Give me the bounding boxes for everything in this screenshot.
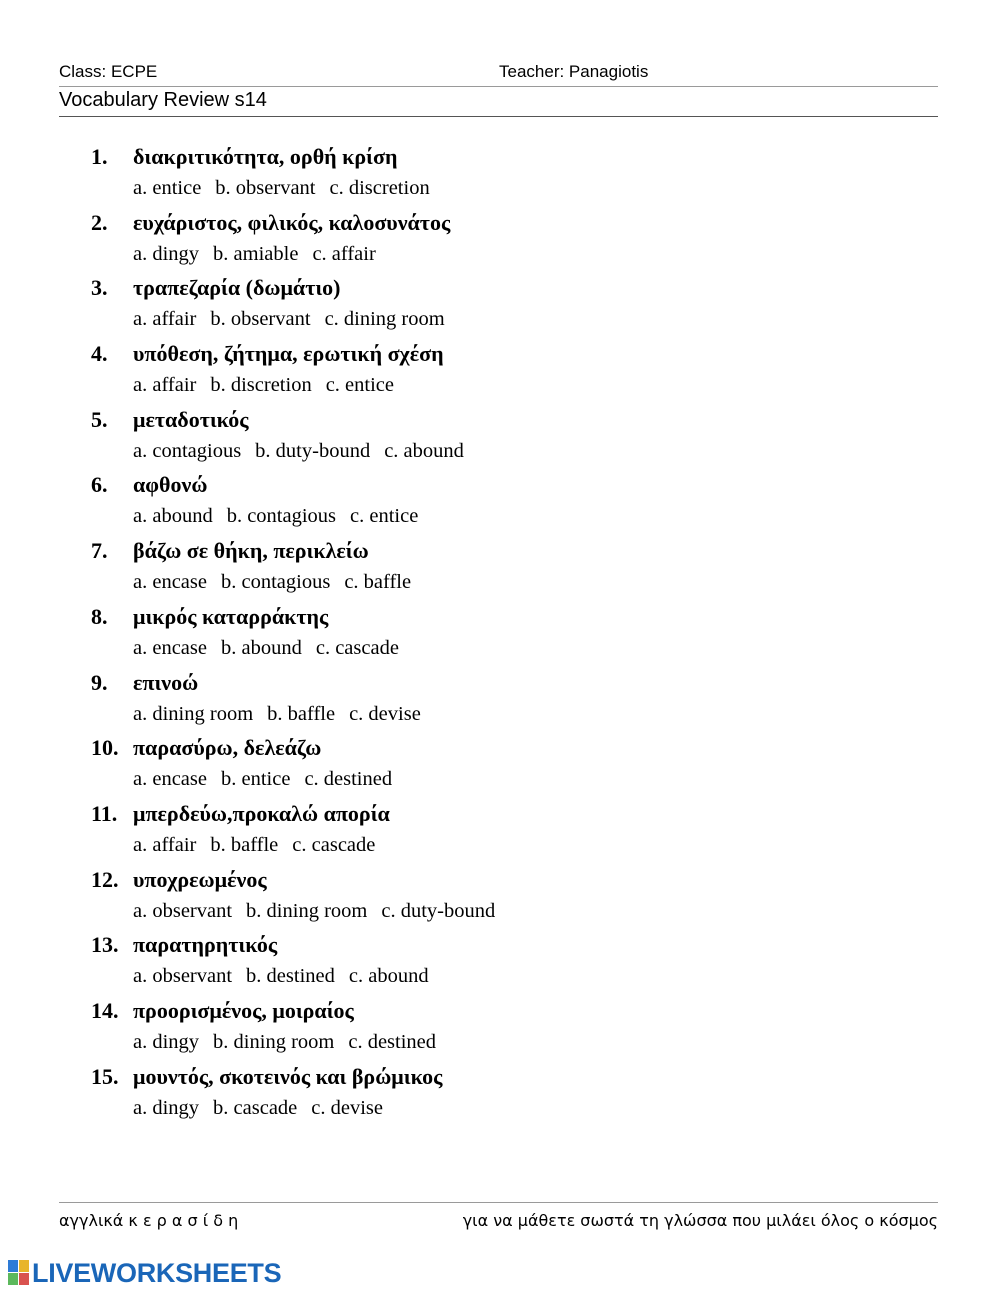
page-title: Vocabulary Review s14 — [59, 89, 938, 117]
question-number: 10. — [91, 735, 119, 761]
answer-option[interactable]: b. destined — [246, 965, 335, 988]
footer-right-text: για να μάθετε σωστά τη γλώσσα που μιλάει όλος ο κόσμος — [462, 1211, 938, 1230]
answer-option[interactable]: a. dingy — [133, 1096, 200, 1119]
answer-option[interactable]: a. dingy — [133, 1030, 200, 1053]
question-item — [0, 140, 1000, 206]
question-number: 13. — [91, 932, 119, 958]
answer-option[interactable]: b. duty-bound — [255, 439, 371, 462]
question-item — [0, 600, 1000, 666]
question-number: 8. — [91, 603, 108, 629]
liveworksheets-icon — [8, 1260, 30, 1286]
answer-options — [133, 308, 459, 331]
answer-option[interactable]: b. observant — [210, 308, 311, 331]
question-prompt: μικρός καταρράκτης — [133, 603, 329, 629]
footer-left-text: αγγλικά κ ε ρ α σ ί δ η — [59, 1211, 239, 1230]
answer-options — [133, 505, 432, 528]
answer-option[interactable]: b. baffle — [210, 833, 279, 856]
answer-option[interactable]: c. baffle — [344, 571, 412, 594]
question-prompt: μουντός, σκοτεινός και βρώμικος — [133, 1063, 443, 1089]
question-item — [0, 534, 1000, 600]
class-label: Class: ECPE — [59, 62, 158, 81]
answer-option[interactable]: c. entice — [325, 374, 394, 397]
question-prompt: παρασύρω, δελεάζω — [133, 735, 322, 761]
liveworksheets-logo[interactable] — [8, 1258, 281, 1288]
answer-option[interactable]: a. observant — [133, 899, 233, 922]
answer-options — [133, 177, 444, 200]
answer-option[interactable]: c. abound — [348, 965, 429, 988]
question-prompt: παρατηρητικός — [133, 932, 278, 958]
question-item — [0, 337, 1000, 403]
answer-option[interactable]: a. abound — [133, 505, 213, 528]
question-item — [0, 1060, 1000, 1126]
answer-option[interactable]: c. entice — [350, 505, 419, 528]
worksheet-header — [59, 62, 938, 87]
answer-option[interactable]: c. cascade — [315, 636, 399, 659]
answer-option[interactable]: b. contagious — [220, 571, 331, 594]
question-prompt: ευχάριστος, φιλικός, καλοσυνάτος — [133, 209, 451, 235]
question-prompt: τραπεζαρία (δωμάτιο) — [133, 275, 341, 301]
question-prompt: υπόθεση, ζήτημα, ερωτική σχέση — [133, 341, 444, 367]
answer-option[interactable]: c. duty-bound — [381, 899, 496, 922]
answer-option[interactable]: b. cascade — [213, 1096, 298, 1119]
answer-option[interactable]: c. devise — [349, 702, 421, 725]
answer-option[interactable]: c. destined — [348, 1030, 437, 1053]
question-number: 4. — [91, 341, 108, 367]
answer-option[interactable]: a. encase — [133, 571, 207, 594]
answer-options — [133, 571, 425, 594]
question-prompt: επινοώ — [133, 669, 199, 695]
answer-options — [133, 1031, 450, 1054]
question-number: 15. — [91, 1063, 119, 1089]
answer-option[interactable]: c. discretion — [329, 177, 430, 199]
answer-options — [133, 703, 435, 726]
question-item — [0, 994, 1000, 1060]
question-number: 6. — [91, 472, 108, 498]
question-number: 1. — [91, 144, 108, 169]
answer-option[interactable]: c. cascade — [292, 833, 376, 856]
question-item — [0, 731, 1000, 797]
question-item — [0, 403, 1000, 469]
answer-option[interactable]: a. contagious — [133, 439, 242, 462]
question-prompt: προορισμένος, μοιραίος — [133, 997, 354, 1023]
teacher-label: Teacher: Panagiotis — [499, 62, 649, 81]
answer-option[interactable]: a. encase — [133, 636, 207, 659]
answer-option[interactable]: c. abound — [384, 439, 464, 462]
answer-option[interactable]: c. destined — [304, 768, 393, 791]
answer-option[interactable]: a. dining room — [133, 702, 254, 725]
logo-text: LIVEWORKSHEETS — [32, 1257, 282, 1288]
question-number: 5. — [91, 406, 108, 432]
answer-option[interactable]: b. abound — [220, 636, 302, 659]
answer-option[interactable]: b. entice — [220, 768, 291, 791]
answer-option[interactable]: c. affair — [312, 242, 376, 265]
question-item — [0, 666, 1000, 732]
answer-option[interactable]: a. observant — [133, 965, 233, 988]
answer-options — [133, 834, 389, 857]
answer-options — [133, 965, 443, 988]
answer-options — [133, 768, 406, 791]
question-item — [0, 863, 1000, 929]
question-number: 7. — [91, 538, 108, 564]
answer-options — [133, 637, 413, 660]
question-number: 2. — [91, 209, 108, 235]
answer-option[interactable]: a. dingy — [133, 242, 200, 265]
answer-option[interactable]: a. encase — [133, 768, 207, 791]
question-item — [0, 468, 1000, 534]
question-list — [0, 140, 1000, 1125]
question-prompt: αφθονώ — [133, 472, 208, 498]
answer-options — [133, 440, 478, 463]
question-number: 3. — [91, 275, 108, 301]
answer-option[interactable]: b. contagious — [226, 505, 337, 528]
answer-option[interactable]: a. entice — [133, 177, 202, 199]
page-footer — [59, 1202, 938, 1233]
question-prompt: μεταδοτικός — [133, 406, 249, 432]
question-prompt: βάζω σε θήκη, περικλείω — [133, 538, 369, 564]
question-number: 9. — [91, 669, 108, 695]
answer-option[interactable]: a. affair — [133, 308, 197, 331]
question-item — [0, 271, 1000, 337]
answer-option[interactable]: b. baffle — [267, 702, 336, 725]
answer-option[interactable]: a. affair — [133, 833, 197, 856]
question-prompt: μπερδεύω,προκαλώ απορία — [133, 800, 390, 826]
answer-options — [133, 374, 408, 397]
answer-option[interactable]: b. amiable — [213, 242, 299, 265]
question-prompt: διακριτικότητα, ορθή κρίση — [133, 144, 398, 169]
answer-option[interactable]: b. observant — [215, 177, 316, 199]
question-item — [0, 928, 1000, 994]
question-number: 14. — [91, 997, 119, 1023]
answer-options — [133, 243, 390, 266]
answer-option[interactable]: a. affair — [133, 374, 197, 397]
answer-option[interactable]: c. devise — [311, 1096, 384, 1119]
question-item — [0, 206, 1000, 272]
answer-option[interactable]: c. dining room — [324, 308, 445, 331]
answer-options — [133, 1097, 397, 1120]
answer-option[interactable]: b. dining room — [246, 899, 368, 922]
answer-options — [133, 900, 509, 923]
question-item — [0, 797, 1000, 863]
question-number: 11. — [91, 800, 118, 826]
question-number: 12. — [91, 866, 119, 892]
question-prompt: υποχρεωμένος — [133, 866, 267, 892]
answer-option[interactable]: b. dining room — [213, 1030, 335, 1053]
answer-option[interactable]: b. discretion — [210, 374, 312, 397]
